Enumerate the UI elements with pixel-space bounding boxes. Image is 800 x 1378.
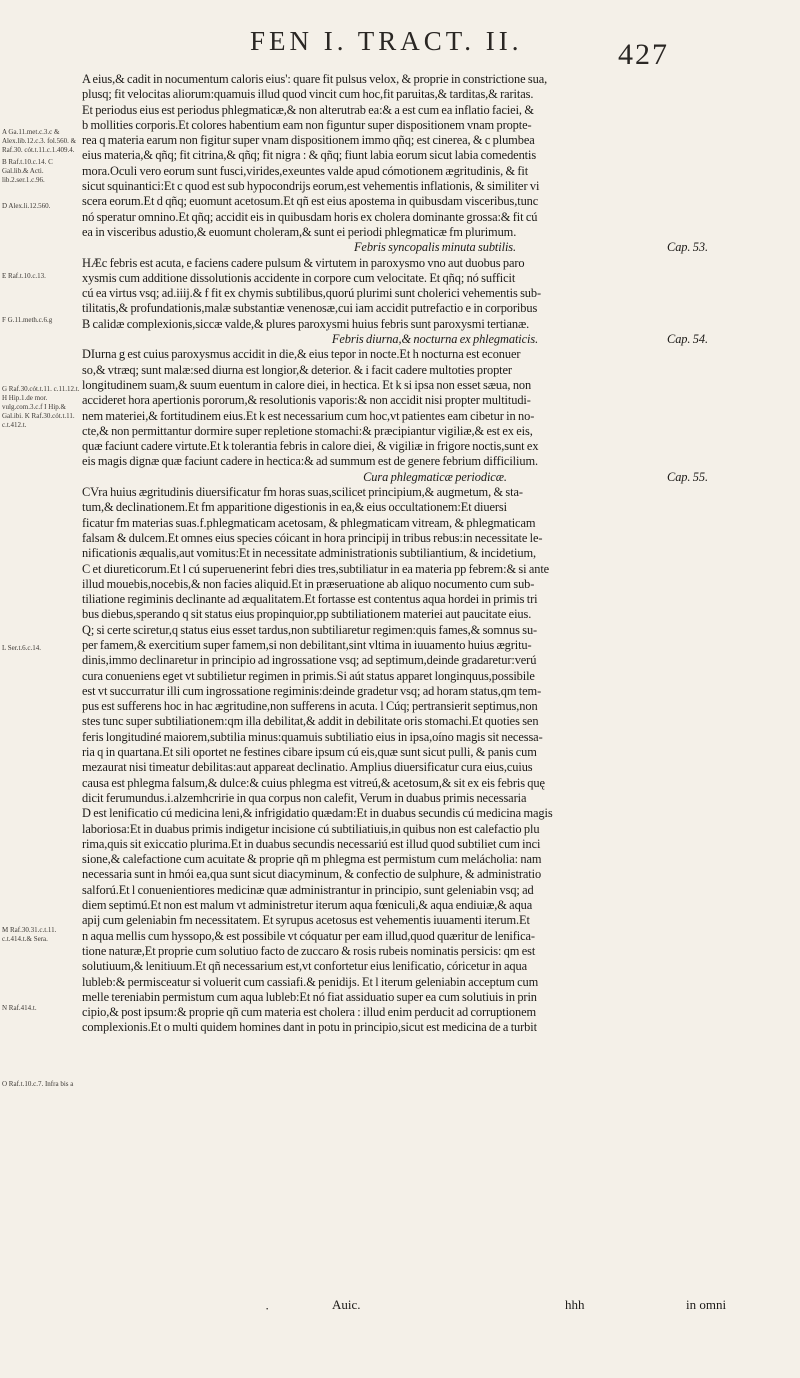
text-line: ficatur fm materias suas.f.phlegmaticam acetosam, & phlegmaticam vitream, & phlegmaticam	[82, 515, 536, 530]
chapter-title: Febris syncopalis minuta subtilis.	[353, 240, 517, 255]
margin-note: E Raf.t.10.c.13.	[2, 272, 46, 280]
text-line: feris longitudiné maiorem,subtilia minus:quamuis subtiliatio eius in ipsa,oíno magis sit necessa-	[82, 729, 543, 744]
chapter-number: Cap. 53.	[667, 240, 708, 255]
page-number: 427	[618, 38, 669, 71]
text-line: sione,& calefactione cum acuitate & proprie qñ m phlegma est permistum cum melácholia: nam	[82, 852, 542, 867]
text-line: lubleb:& permisceatur si voluerit cum cassiafi.& penidijs. Et l iterum geleniabin acceptum cum	[82, 974, 539, 989]
text-line: rea q materia earum non figitur super vnam dispositionem immo qñq; est cinerea, & c plumbea	[82, 133, 535, 148]
margin-note: A Ga.11.met.c.3.c & Alex.lib.12.c.3. fol.560. & Raf.30. cót.t.11.c.1.409.4.	[2, 128, 77, 154]
text-line: tilitatis,& profundationis,malæ substantiæ venenosæ,cui iam accidit putrefactio e in corporibus	[82, 301, 538, 316]
text-line: A eius,& cadit in nocumentum caloris eius': quare fit pulsus velox, & proprie in constrictione sua,	[82, 72, 548, 86]
text-line: illud mouebis,nocebis,& non facies aliquid.Et in præseruatione ab aliquo nocumento cum sub-	[82, 576, 535, 591]
text-line: est vt succurratur illi cum ingrossatione regiminis:deinde gradetur vsq; ad horam status,qm tem-	[82, 683, 542, 698]
text-line: diem septimú.Et non est malum vt administretur iterum aqua fœniculi,& aqua endiuiæ,& aqua	[82, 898, 533, 913]
text-line: Et periodus eius est periodus phlegmaticæ,& non alterutrab ea:& a est cum ea inflatio faciei, &	[82, 102, 534, 117]
text-line: causa est phlegma falsum,& dulce:& cuius phlegma est vitreú,& acetosum,& sit ex eis febris quę	[82, 775, 545, 790]
margin-note: L Ser.t.6.c.14.	[2, 644, 42, 652]
text-line: HÆc febris est acuta, e faciens cadere pulsum & virtutem in paroxysmo vno aut duobus paro	[82, 255, 525, 270]
page-footer	[0, 1297, 800, 1337]
margin-note: F G.11.meth.c.6.g	[2, 316, 53, 324]
margin-note: M Raf.30.31.c.t.11. c.t.414.t.& Sera.	[2, 926, 57, 943]
text-line: eius materia,& qñq; fit citrina,& qñq; fit nigra : & qñq; fiunt labia eorum sicut labia comedentis	[82, 148, 537, 163]
text-line: salforú.Et l conuenientiores medicinæ quæ administrantur in principio, sunt geleniabin vsq; ad	[82, 882, 534, 897]
text-line: complexionis.Et o multi quidem homines dant in potu in principio,sicut est medicina de a turbit	[82, 1020, 537, 1035]
text-line: apij cum geleniabin fm necessitatem. Et syrupus acetosus est vehementis iuuamenti iterum.Et	[82, 913, 530, 928]
text-line: necessaria sunt in hmói ea,qua sunt sicut diacyminum, & confectio de sulphure, & administratio	[82, 867, 542, 882]
text-line: B calidæ complexionis,siccæ valde,& plures paroxysmi huius febris sunt paroxysmi tertianæ.	[82, 316, 530, 331]
margin-note: N Raf.414.t.	[2, 1004, 37, 1012]
text-line: cú ea virtus vsq; ad.iiij.& f fit ex chymis subtilibus,quorú plurimi sunt cholerici vehementis sub-	[82, 286, 542, 301]
text-line: b mollities corporis.Et colores habentium eam non figuntur super dispositionem vnam propte-	[82, 117, 532, 132]
text-line: tione naturæ,Et proprie cum solutiuo facto de zuccaro & rosis rubeis nominatis persicis: qm est	[82, 943, 536, 958]
chapter-heading-53	[82, 240, 788, 255]
text-line: plusq; fit velocitas aliorum:quamuis illud quod vincit cum hoc,fit paruitas,& tarditas,& raritas.	[82, 87, 534, 102]
text-line: C et diureticorum.Et l cú superuenerint febri dies tres,subtiliatur in ea materia pp febrem:& si ante	[82, 561, 550, 576]
margin-note: G Raf.30.cót.t.11. c.11.12.t. H Hip.1.de mor. vulg.com.3.c.f I Hip.& Gal.ibi. K Raf.30.cót.t.11. c.t.412.t.	[2, 385, 80, 429]
text-line: melle tereniabin permistum cum aqua lubleb:Et nó fiat assiduatio super ea cum solutiuis in prin	[82, 989, 537, 1004]
text-line: nem materiei,& fortitudinem eius.Et k est necessarium cum hoc,vt patientes eam cibetur in no-	[82, 408, 535, 423]
text-line: xysmis cum additione dissolutionis accidente in corpore cum velocitate. Et qñq; nó sufficit	[82, 270, 516, 285]
text-line: stes tunc super subtiliationem:qm illa debilitat,& addit in debilitate oris stomachi.Et quoties sen	[82, 714, 539, 729]
text-line: laboriosa:Et in duabus primis indigetur incisione cú subtiliatiuis,in quibus non est calefactio plu	[82, 821, 540, 836]
text-line: longitudinem suam,& suum euentum in calore diei, in hectica. Et k si ipsa non esset sæua, non	[82, 377, 532, 392]
text-line: dicit ferumundus.i.alzemhcririe in qua corpus non calefit, Verum in duabus primis necessaria	[82, 790, 527, 805]
text-line: falsam & dulcem.Et omnes eius species cóicant in hora principij in tribus rebus:in necessitate le-	[82, 530, 543, 545]
text-line: cura conueniens eget vt subtilietur regimen in primis.Si aút status apparet longinquus,possibile	[82, 668, 535, 683]
text-line: D est lenificatio cú medicina leni,& infrigidatio quædam:Et in duabus secundis cú medicina magis	[82, 806, 553, 821]
margin-note: D Alex.li.12.560.	[2, 202, 51, 210]
text-line: scera eorum.Et d qñq; euomunt acetosum.Et qñ est eius apostema in quibusdam visceribus,tunc	[82, 194, 539, 209]
running-head: FEN I. TRACT. II.	[250, 26, 523, 56]
chapter-heading-54	[82, 332, 788, 347]
text-line: ria q in quartana.Et sili oportet ne festines cibare ipsum cú eis,quæ sunt sicut pulli, & panis cum	[82, 745, 537, 760]
text-line: nificationis æqualis,aut vomitus:Et in necessitate administrationis subtiliantium, & incidetium,	[82, 546, 536, 561]
margin-note: B Raf.t.10.c.14. C Gal.lib.& Acti. lib.2.ser.1.c.96.	[2, 158, 53, 184]
text-line: Q; si certe sciretur,q status eius esset tardus,non subtiliaretur regimen:quis fames,& somnus su-	[82, 622, 538, 637]
chapter-number: Cap. 55.	[667, 469, 708, 484]
text-line: dinis,immo declinaretur in principio ad ingrossatione vsq; ad septimum,deinde gradaretur:verú	[82, 653, 537, 668]
page-header	[0, 26, 800, 76]
next-page-catchword: in omni	[686, 1297, 727, 1312]
text-line: n aqua mellis cum hyssopo,& est possibile vt cóquatur per eam illud,quod quæritur de lenifica-	[82, 928, 535, 943]
text-line: rima,quis sit exiccatio plurima.Et in duabus secundis necessariú est illud quod subtiliet cum inci	[82, 836, 541, 851]
main-text	[82, 72, 788, 1036]
text-line: sicut squinantici:Et c quod est sub hypocondrijs eorum,est vehementis inflationis, & similiter vi	[82, 179, 540, 194]
text-line: tum,& declinationem.Et fm apparitione digestionis in ea,& eius occultationem:Et diuersi	[82, 500, 507, 515]
text-line: pus est sufferens hoc in hac ægritudine,non sufferens in acuta. l Cúq; pertransierit septimus,non	[82, 699, 538, 714]
text-line: DIurna g est cuius paroxysmus accidit in die,& eius tepor in nocte.Et h nocturna est econuer	[82, 347, 521, 362]
text-line: per famem,& exercitium super famem,si non debilitant,sint vltima in iuuamento huius ægritu-	[82, 637, 532, 652]
text-line: so,& vtræq; sunt malæ:sed diurna est longior,& deterior. & i facit cadere multoties propter	[82, 362, 512, 377]
paragraph-3	[82, 347, 788, 469]
chapter-title: Cura phlegmaticæ periodicæ.	[363, 469, 507, 484]
margin-note: O Raf.t.10.c.7. Infra bis a	[2, 1080, 74, 1088]
text-line: eis magis dignæ quæ faciunt cadere in hectica:& ad summum est de genere febrium difficilium.	[82, 454, 538, 469]
catchword: Auic.	[332, 1297, 361, 1312]
paragraph-4	[82, 485, 788, 1036]
text-line: mora.Oculi vero eorum sunt fusci,virides,exeuntes valde apud cómotionem ægritudinis, & fit	[82, 163, 529, 178]
paragraph-1	[82, 72, 788, 240]
text-line: bus diebus,sperando q sit status eius propinquior,pp subtiliationem materiei aut paucitate eius.	[82, 607, 532, 622]
text-line: tiliatione regiminis declinante ad æqualitatem.Et fortasse est contentus aqua hordei in primis tri	[82, 592, 538, 607]
text-line: ea in visceribus adustio,& euomunt choleram,& sunt ei periodi phlegmaticæ fm plurimum.	[82, 224, 517, 239]
chapter-title: Febris diurna,& nocturna ex phlegmaticis.	[331, 332, 539, 347]
text-line: cipio,& post ipsum:& proprie qñ cum materia est cholera : illud enim perducit ad corruptionem	[82, 1005, 537, 1020]
paragraph-2	[82, 256, 788, 332]
chapter-heading-55	[82, 470, 788, 485]
text-line: accideret hora apertionis pororum,& resolutionis vaporis:& non accidit nisi propter multitudi-	[82, 393, 531, 408]
text-line: mezaurat nisi timeatur debilitas:aut appareat declinatio. Amplius diuersificatur cura eius,cuius	[82, 760, 533, 775]
text-line: solutiuum,& lenitiuum.Et qñ necessarium est,vt confortetur eius lenificatio, córicetur in aqua	[82, 959, 527, 974]
signature-mark: hhh	[565, 1297, 585, 1312]
chapter-number: Cap. 54.	[667, 332, 708, 347]
text-line: quæ faciunt cadere virtute.Et k tolerantia febris in calore diei, & vigiliæ in frigore noctis,sunt ex	[82, 439, 539, 454]
text-line: nó speratur omnino.Et qñq; accidit eis in quibusdam horis ex cholera dominante grossa:& fit cú	[82, 209, 538, 224]
text-line: CVra huius ægritudinis diuersificatur fm horas suas,scilicet principium,& augmetum, & sta-	[82, 485, 523, 500]
footer-mark: ·	[265, 1301, 270, 1316]
text-line: cte,& non permittantur dormire super repletione stomachi:& præcipiantur vigiliæ,& est ex eis,	[82, 423, 533, 438]
